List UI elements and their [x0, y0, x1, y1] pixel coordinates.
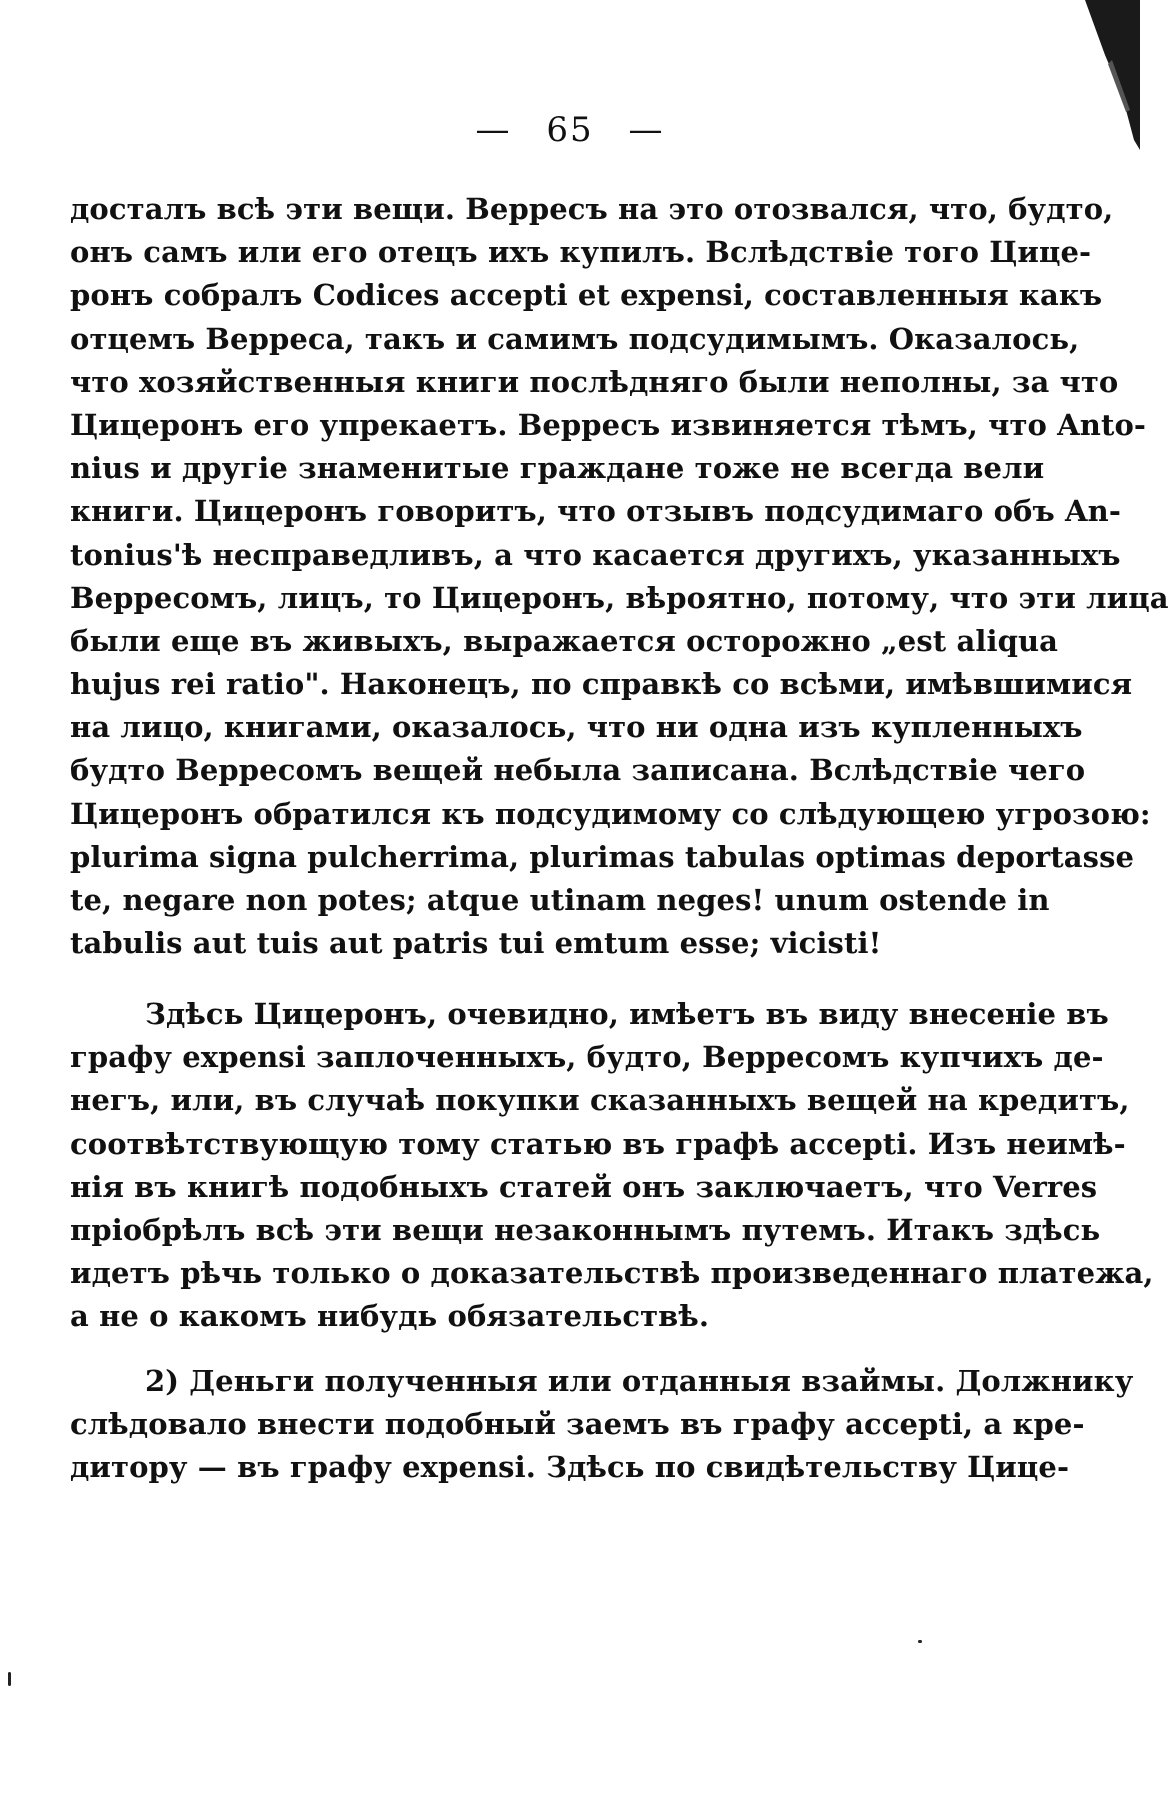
- text-line: Здѣсь Цицеронъ, очевидно, имѣетъ въ виду внесеніе въ: [145, 997, 1109, 1031]
- text-line: tabulis aut tuis aut patris tui emtum esse; vicisti!: [70, 926, 882, 961]
- text-line: книги. Цицеронъ говоритъ, что отзывъ подсудимаго объ An-: [70, 494, 1121, 529]
- text-line: соотвѣтствующую тому статью въ графѣ accepti. Изъ неимѣ-: [70, 1126, 1126, 1161]
- header-dash-left: —: [475, 110, 512, 150]
- text-line: а не о какомъ нибудь обязательствѣ.: [70, 1299, 710, 1334]
- text-line: досталъ всѣ эти вещи. Верресъ на это отозвался, что, будто,: [70, 192, 1114, 226]
- text-line: онъ самъ или его отецъ ихъ купилъ. Вслѣдствіе того Цице-: [70, 235, 1092, 270]
- text-line: hujus rei ratio". Наконецъ, по справкѣ со всѣми, имѣвшимися: [70, 667, 1133, 702]
- text-line: Цицеронъ его упрекаетъ. Верресъ извиняется тѣмъ, что Anto-: [70, 407, 1147, 442]
- paragraph-1: [70, 188, 1169, 965]
- text-line: te, negare non potes; atque utinam neges! unum ostende in: [70, 883, 1050, 917]
- text-line: были еще въ живыхъ, выражается осторожно „est aliqua: [70, 623, 1059, 658]
- text-line: негъ, или, въ случаѣ покупки сказанныхъ вещей на кредитъ,: [70, 1083, 1130, 1118]
- text-line: идетъ рѣчь только о доказательствѣ произведеннаго платежа,: [70, 1256, 1154, 1291]
- text-line: пріобрѣлъ всѣ эти вещи незаконнымъ путемъ. Итакъ здѣсь: [70, 1212, 1101, 1247]
- text-line: нія въ книгѣ подобныхъ статей онъ заключаетъ, что Verres: [70, 1169, 1098, 1204]
- text-line: что хозяйственныя книги послѣдняго были неполны, за что: [70, 364, 1119, 399]
- text-line: 2) Деньги полученныя или отданныя взаймы. Должнику: [145, 1364, 1134, 1398]
- text-line: дитору — въ графу expensi. Здѣсь по свидѣтельству Цице-: [70, 1450, 1070, 1485]
- text-line: Цицеронъ обратился къ подсудимому со слѣдующею угрозою:: [70, 796, 1151, 831]
- page-header: [0, 110, 1140, 150]
- text-line: на лицо, книгами, оказалось, что ни одна изъ купленныхъ: [70, 710, 1083, 745]
- text-line: tonius'ѣ несправедливъ, а что касается другихъ, указанныхъ: [70, 537, 1121, 572]
- text-line: слѣдовало внести подобный заемъ въ графу accepti, а кре-: [70, 1407, 1085, 1442]
- scan-speck: [918, 1640, 922, 1643]
- text-line: plurima signa pulcherrima, plurimas tabulas optimas deportasse: [70, 839, 1135, 874]
- text-line: графу expensi заплоченныхъ, будто, Верресомъ купчихъ де-: [70, 1040, 1104, 1075]
- text-line: Верресомъ, лицъ, то Цицеронъ, вѣроятно, потому, что эти лица: [70, 580, 1169, 615]
- paragraph-2: [70, 993, 1154, 1339]
- page-number: 65: [546, 110, 594, 150]
- text-line: будто Верресомъ вещей небыла записана. Вслѣдствіе чего: [70, 753, 1086, 788]
- scan-speck: [8, 1672, 11, 1686]
- paragraph-3: [70, 1360, 1134, 1490]
- text-line: nius и другіе знаменитые граждане тоже не всегда вели: [70, 451, 1045, 486]
- text-line: ронъ собралъ Codices accepti et expensi, составленныя какъ: [70, 278, 1103, 313]
- header-dash-right: —: [628, 110, 665, 150]
- text-line: отцемъ Верреса, такъ и самимъ подсудимымъ. Оказалось,: [70, 321, 1080, 356]
